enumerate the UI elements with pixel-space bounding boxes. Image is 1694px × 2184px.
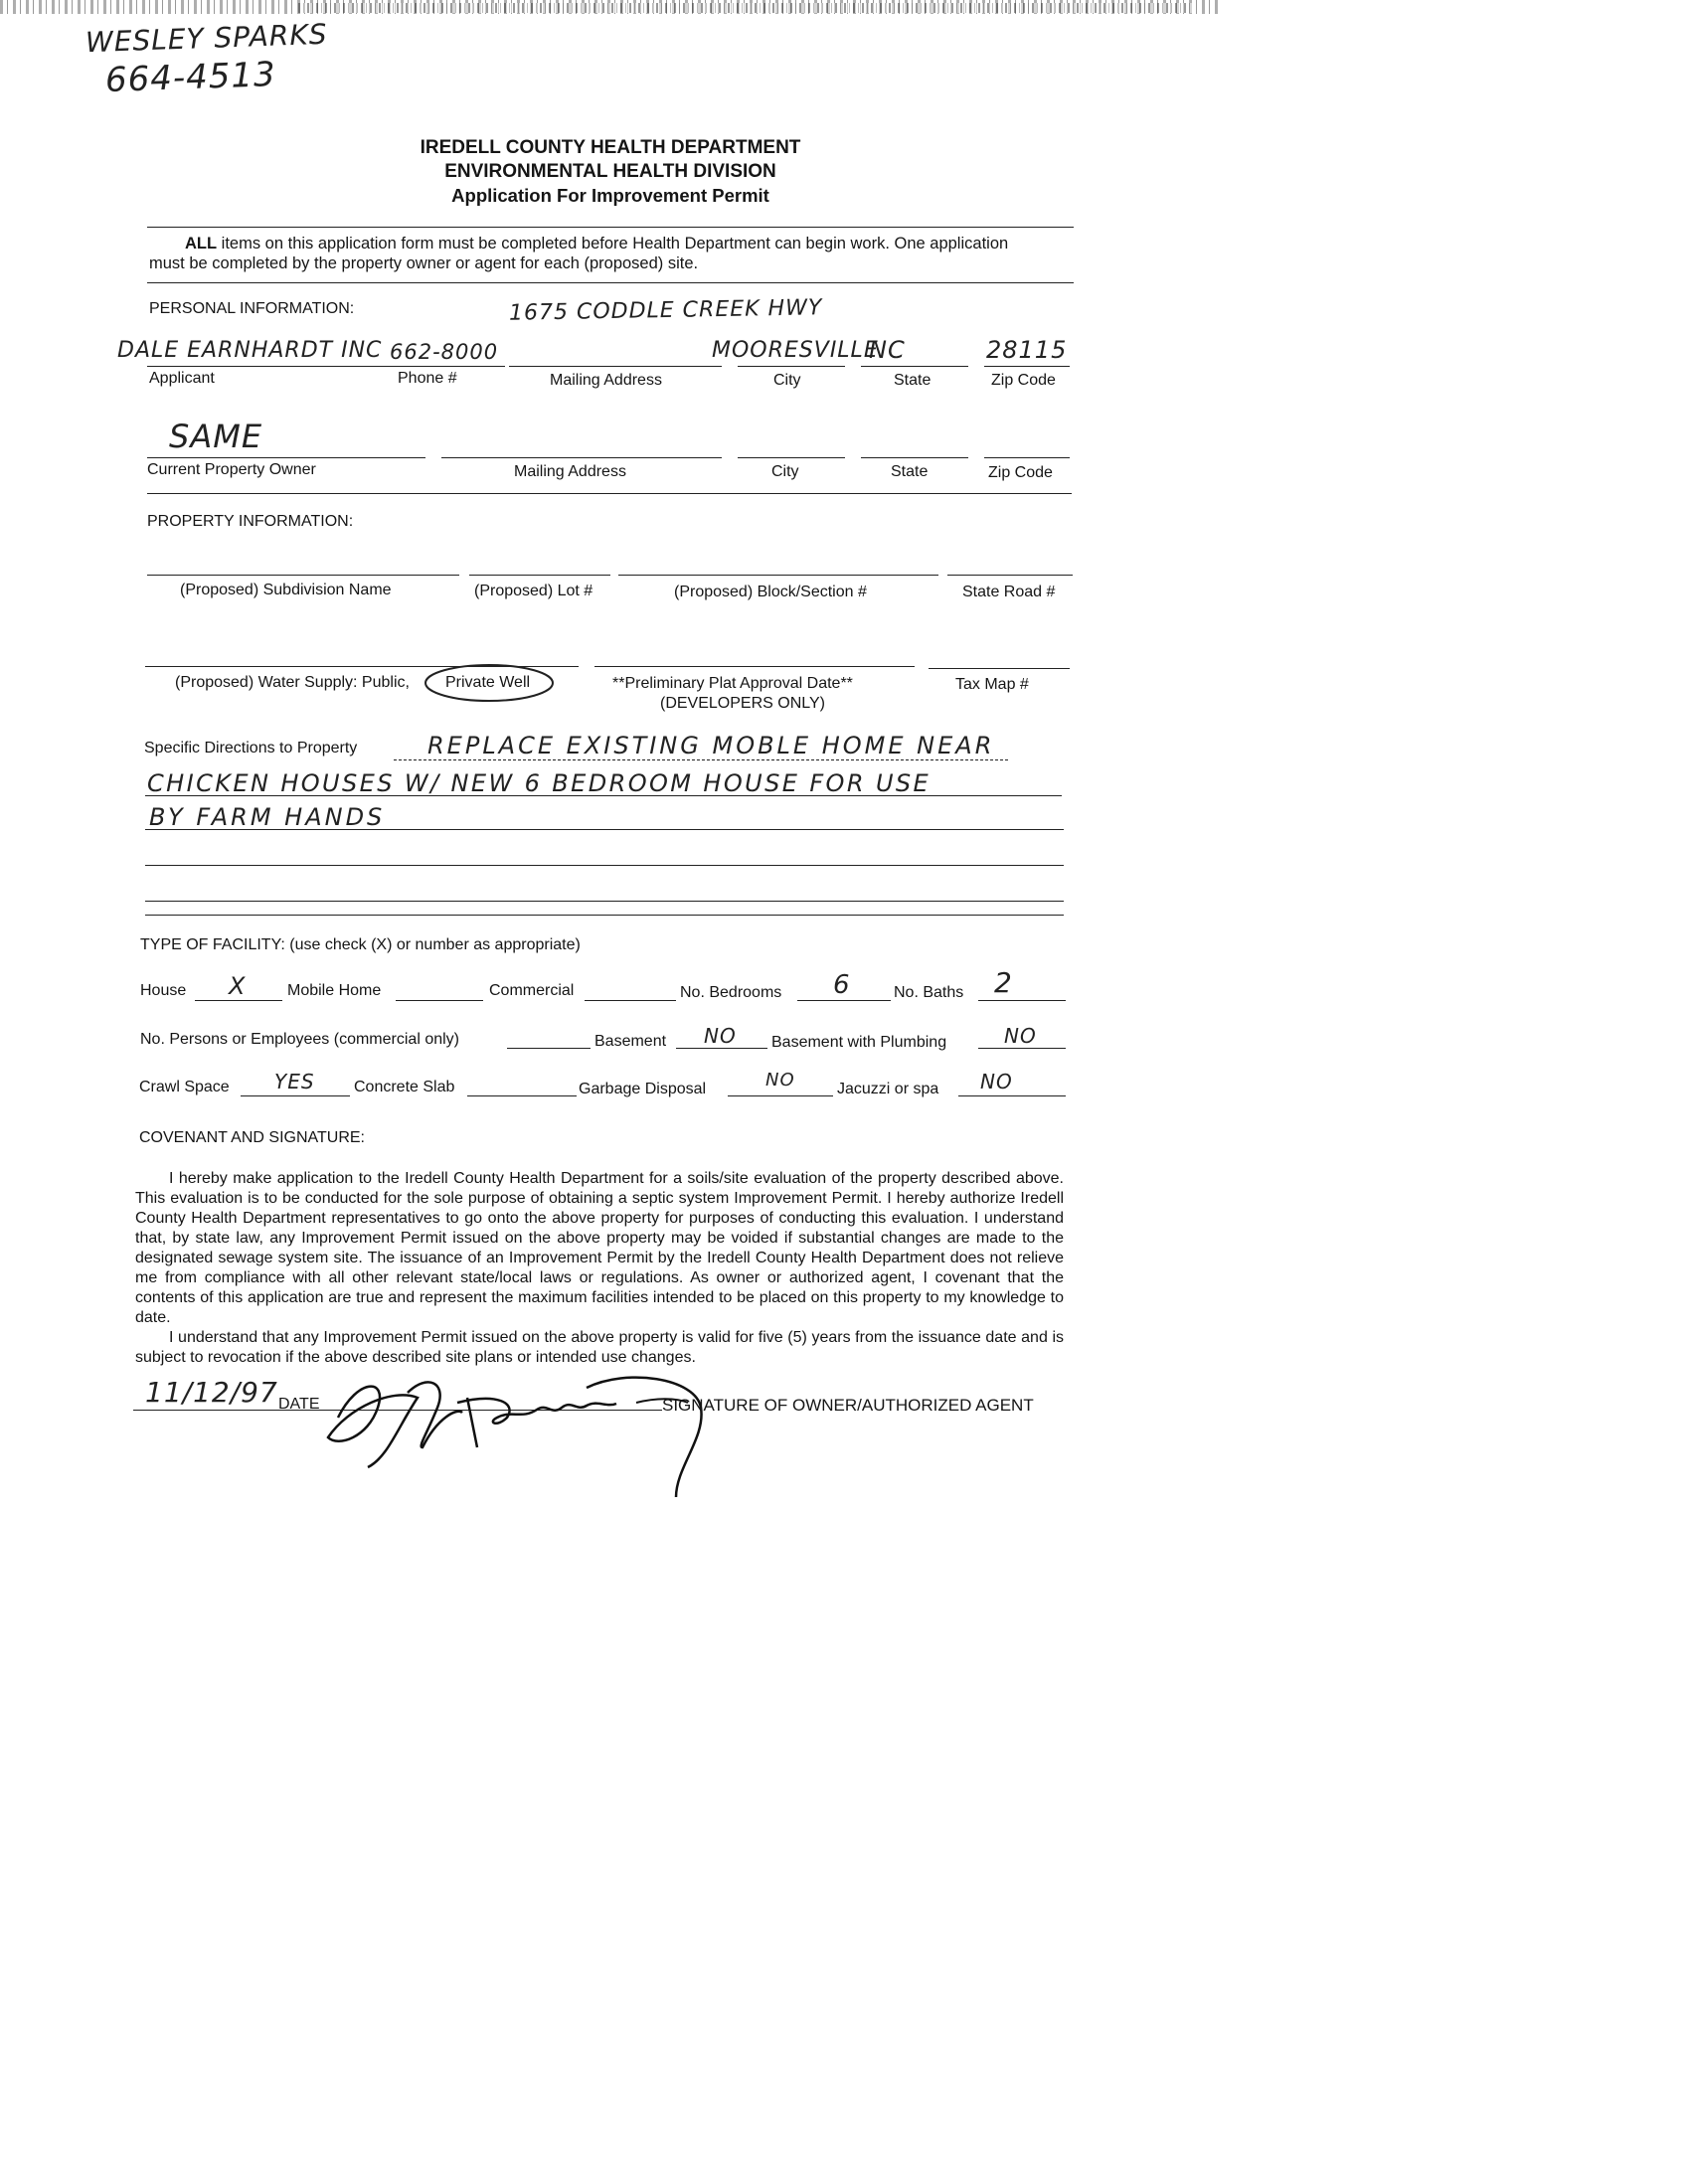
state-value: NC [869,336,906,364]
property-info-heading: PROPERTY INFORMATION: [147,513,354,530]
baths-value: 2 [994,966,1013,999]
persons-label: No. Persons or Employees (commercial only) [140,1031,459,1048]
plat-approval-label: **Preliminary Plat Approval Date** [612,675,853,692]
covenant-heading: COVENANT AND SIGNATURE: [139,1129,365,1146]
jacuzzi-label: Jacuzzi or spa [837,1081,939,1097]
basement-plumbing-label: Basement with Plumbing [771,1034,947,1051]
date-label: DATE [278,1396,320,1413]
bedrooms-label: No. Bedrooms [680,984,782,1001]
owner-value: SAME [169,418,263,455]
basement-line [676,1048,767,1049]
jacuzzi-line [958,1095,1066,1096]
directions-label: Specific Directions to Property [144,740,358,756]
persons-line [507,1048,591,1049]
handwritten-name: WESLEY SPARKS [85,17,328,60]
phone-value: 662-8000 [390,340,499,364]
commercial-label: Commercial [489,982,575,999]
applicant-label: Applicant [149,370,215,387]
owner-mailing-label: Mailing Address [514,463,626,480]
covenant-paragraph-1 [135,1169,1064,1328]
city-line [738,366,845,367]
block-line [618,575,938,576]
facility-heading: TYPE OF FACILITY: (use check (X) or number as appropriate) [140,936,581,953]
plat-line [594,666,915,667]
baths-label: No. Baths [894,984,964,1001]
mailing-address-value: 1675 CODDLE CREEK HWY [508,295,823,326]
covenant-paragraph-2-text: I understand that any Improvement Permit issued on the above property is valid for five (5) years from the issuance date and is subject to revocation if the above described site plans or intended use changes. [135,1329,1064,1366]
date-value: 11/12/97 [145,1376,278,1409]
directions-line-3: BY FARM HANDS [149,803,386,831]
owner-zip-line [984,457,1070,458]
owner-line [147,457,425,458]
plat-approval-sub: (DEVELOPERS ONLY) [660,695,825,712]
zip-value: 28115 [986,336,1068,364]
house-value: X [229,972,247,1000]
directions-line-1: REPLACE EXISTING MOBLE HOME NEAR [427,732,995,759]
covenant-paragraph-1-text: I hereby make application to the Iredell County Health Department for a soils/site evaluation of the property described above. This evaluation is to be conducted for the sole purpose of obtaining a septic system Improvement Permit. I hereby authorize Iredell County Health Department representatives to go onto the above property for purposes of conducting this evaluation. I understand that, by state law, any Improvement Permit issued on the above property may be voided if substantial changes are made to the designated sewage system site. The issuance of an Improvement Permit by the Iredell County Health Department does not relieve me from compliance with all other relevant state/local laws or regulations. As owner or authorized agent, I covenant that the contents of this application are true and represent the maximum facilities intended to be placed on this property to my knowledge to date. [135,1170,1064,1326]
directions-rule-2 [145,795,1062,796]
basement-value: NO [704,1024,737,1048]
intro-bold: ALL [185,235,218,252]
garbage-disposal-value: NO [765,1070,795,1091]
owner-rule [147,493,1072,494]
house-line [195,1000,282,1001]
basement-label: Basement [594,1033,667,1050]
commercial-line [585,1000,676,1001]
basement-plumbing-value: NO [1004,1024,1037,1048]
selection-circle-icon [422,660,557,706]
mailing-address-label: Mailing Address [550,372,662,389]
state-line [861,366,968,367]
state-label: State [894,372,932,389]
intro-text-1: items on this application form must be completed before Health Department can begin work. One application [221,235,1009,252]
owner-zip-label: Zip Code [988,464,1053,481]
garbage-disposal-label: Garbage Disposal [579,1081,707,1097]
directions-rule-3 [145,829,1064,830]
basement-plumbing-line [978,1048,1066,1049]
mobile-home-label: Mobile Home [287,982,382,999]
concrete-slab-line [467,1095,577,1096]
crawl-space-line [241,1095,350,1096]
taxmap-line [929,668,1070,669]
city-label: City [773,372,801,389]
phone-label: Phone # [398,370,457,387]
lot-label: (Proposed) Lot # [474,583,593,599]
applicant-line [147,366,505,367]
personal-info-heading: PERSONAL INFORMATION: [149,300,355,317]
intro-rule [147,282,1074,283]
bedrooms-line [797,1000,891,1001]
mailing-line [509,366,722,367]
mobile-home-line [396,1000,483,1001]
owner-mailing-line [441,457,722,458]
subdivision-label: (Proposed) Subdivision Name [180,582,392,598]
owner-city-line [738,457,845,458]
garbage-disposal-line [728,1095,833,1096]
jacuzzi-value: NO [980,1070,1013,1093]
road-line [947,575,1073,576]
water-supply-selected: Private Well [445,674,531,691]
baths-line [978,1000,1066,1001]
header-rule [147,227,1074,228]
block-label: (Proposed) Block/Section # [674,584,867,600]
signature-label: SIGNATURE OF OWNER/AUTHORIZED AGENT [662,1396,1034,1415]
form-title: Application For Improvement Permit [451,185,769,206]
owner-state-line [861,457,968,458]
intro-line-2: must be completed by the property owner or agent for each (proposed) site. [149,254,699,272]
department-title: IREDELL COUNTY HEALTH DEPARTMENT [420,137,801,158]
water-supply-label: (Proposed) Water Supply: Public, [175,674,410,691]
directions-rule-1 [394,759,1008,760]
taxmap-label: Tax Map # [955,676,1029,693]
crawl-space-label: Crawl Space [139,1079,230,1095]
zip-label: Zip Code [991,372,1056,389]
owner-city-label: City [771,463,799,480]
directions-line-2: CHICKEN HOUSES W/ NEW 6 BEDROOM HOUSE FOR USE [147,769,932,797]
owner-label: Current Property Owner [147,461,316,478]
bedrooms-value: 6 [833,970,851,1000]
intro-line-1 [185,235,1008,253]
lot-line [469,575,610,576]
subdivision-line [147,575,459,576]
applicant-value: DALE EARNHARDT INC [117,338,383,363]
directions-rule-5 [145,901,1064,902]
directions-rule-6 [145,915,1064,916]
signature-scribble-icon [298,1348,736,1497]
division-title: ENVIRONMENTAL HEALTH DIVISION [444,161,776,182]
house-label: House [140,982,187,999]
crawl-space-value: YES [274,1070,315,1093]
zip-line [984,366,1070,367]
handwritten-phone: 664-4513 [104,55,277,100]
road-label: State Road # [962,584,1056,600]
owner-state-label: State [891,463,929,480]
scan-edge-noise-2 [298,3,1193,13]
city-value: MOORESVILLE [712,338,879,363]
concrete-slab-label: Concrete Slab [354,1079,455,1095]
directions-rule-4 [145,865,1064,866]
